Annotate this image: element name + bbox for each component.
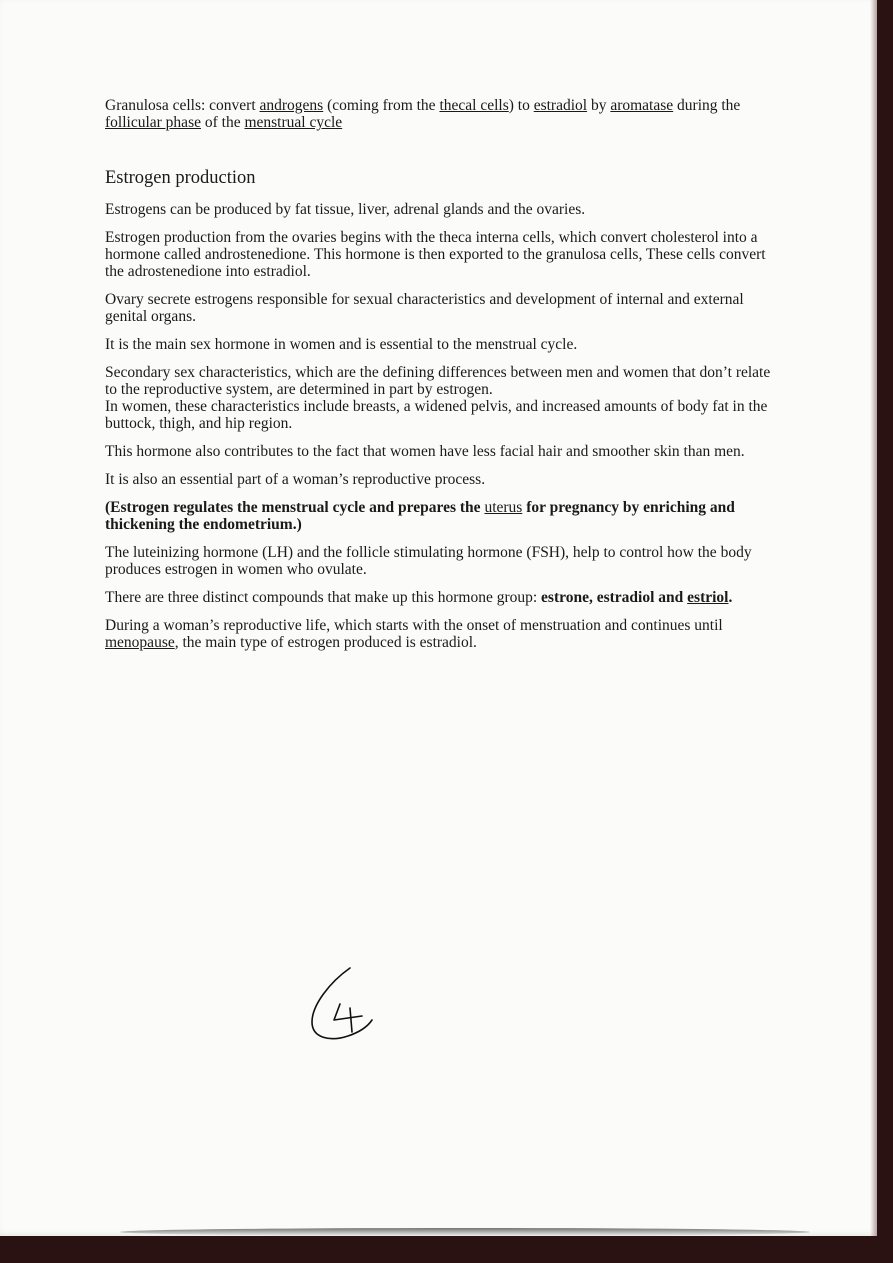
paragraph-8 [105, 499, 785, 533]
paragraph-11-text-2: , the main type of estrogen produced is estradiol. [174, 634, 477, 651]
document-body [105, 97, 785, 662]
section-heading: Estrogen production [105, 168, 256, 188]
page-bottom-shadow [120, 1228, 810, 1236]
link-uterus[interactable]: uterus [484, 499, 523, 516]
paragraph-5-line-a: Secondary sex characteristics, which are the defining differences between men and women that don’t relate to the reproductive system, are determined in part by estrogen. [105, 364, 771, 398]
paragraph-11-text-1: During a woman’s reproductive life, which starts with the onset of menstruation and continues until [105, 617, 723, 634]
paragraph-10-period: . [728, 589, 733, 606]
intro-text-6: of the [200, 114, 245, 131]
link-menopause[interactable]: menopause [105, 634, 175, 651]
paragraph-3: Ovary secrete estrogens responsible for sexual characteristics and development of internal and external genital organs. [105, 291, 744, 325]
paragraph-4: It is the main sex hormone in women and is essential to the menstrual cycle. [105, 336, 578, 353]
link-follicular-phase[interactable]: follicular phase [105, 114, 201, 131]
paragraph-11 [105, 617, 785, 651]
intro-text-2: (coming from the [323, 97, 440, 114]
paragraph-2: Estrogen production from the ovaries begins with the theca interna cells, which convert cholesterol into a hormone called androstenedione. This hormone is then exported to the granulosa cells, These cells convert the adrostenedione into estradiol. [105, 229, 766, 280]
intro-text-4: by [587, 97, 611, 114]
paragraph-6: This hormone also contributes to the fact that women have less facial hair and smoother skin than men. [105, 443, 745, 460]
paragraph-1: Estrogens can be produced by fat tissue, liver, adrenal glands and the ovaries. [105, 201, 586, 218]
intro-text-5: during the [673, 97, 741, 114]
link-estradiol[interactable]: estradiol [533, 97, 588, 114]
paragraph-5 [105, 364, 785, 432]
handwritten-page-number [300, 960, 390, 1050]
intro-paragraph [105, 97, 785, 131]
link-thecal-cells[interactable]: thecal cells [439, 97, 509, 114]
link-estriol[interactable]: estriol [687, 589, 729, 606]
intro-text-1: Granulosa cells: convert [105, 97, 260, 114]
intro-text-3: ) to [508, 97, 534, 114]
paragraph-10-bold: estrone, estradiol and [541, 589, 688, 606]
page-edge-shadow [870, 0, 877, 1236]
link-menstrual-cycle[interactable]: menstrual cycle [244, 114, 343, 131]
paragraph-10-text: There are three distinct compounds that make up this hormone group: [105, 589, 542, 606]
paragraph-8-bold-2: for pregnancy by enriching and thickening the endometrium.) [105, 499, 735, 533]
link-aromatase[interactable]: aromatase [610, 97, 674, 114]
paragraph-7: It is also an essential part of a woman’s reproductive process. [105, 471, 486, 488]
paragraph-9: The luteinizing hormone (LH) and the follicle stimulating hormone (FSH), help to control how the body produces estrogen in women who ovulate. [105, 544, 752, 578]
paragraph-8-bold-1: (Estrogen regulates the menstrual cycle and prepares the [105, 499, 485, 516]
paragraph-10 [105, 589, 785, 606]
link-androgens[interactable]: androgens [259, 97, 324, 114]
paragraph-5-line-b: In women, these characteristics include breasts, a widened pelvis, and increased amounts of body fat in the buttock, thigh, and hip region. [105, 398, 768, 432]
